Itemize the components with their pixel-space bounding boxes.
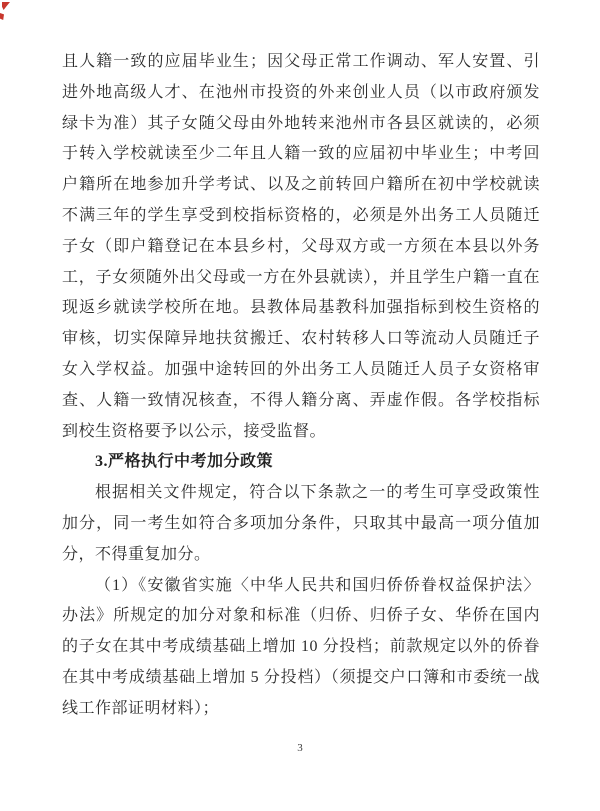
red-scan-artifact-icon [2,2,10,10]
text-line: 户籍所在地参加升学考试、以及之前转回户籍所在初中学校就读 [62,176,540,194]
text-line: 女入学权益。加强中途转回的外出务工人员随迁人员子女资格审 [62,360,540,378]
text-line: 审核，切实保障异地扶贫搬迁、农村转移人口等流动人员随迁子 [62,330,540,348]
text-line: 子女（即户籍登记在本县乡村，父母双方或一方须在本县以外务 [62,237,540,255]
text-line: 于转入学校就读至少二年且人籍一致的应届初中毕业生；中考回 [62,145,540,163]
red-scan-artifact-icon [0,13,4,20]
text-line: 在其中考成绩基础上增加 5 分投档）（须提交户口簿和市委统一战 [62,668,540,686]
text-line: 不满三年的学生享受到校指标资格的，必须是外出务工人员随迁 [62,206,540,224]
text-line: 分，不得重复加分。 [62,545,211,563]
text-line: 且人籍一致的应届毕业生；因父母正常工作调动、军人安置、引 [62,53,540,70]
text-line: 的子女在其中考成绩基础上增加 10 分投档；前款规定以外的侨眷 [62,638,540,656]
section-heading: 3.严格执行中考加分政策 [95,453,274,471]
text-line: 进外地高级人才、在池州市投资的外来创业人员（以市政府颁发 [62,83,540,101]
text-line: 现返乡就读学校所在地。县教体局基教科加强指标到校生资格的 [62,299,540,317]
text-line: （1）《安徽省实施〈中华人民共和国归侨侨眷权益保护法〉 [95,576,540,594]
text-line: 线工作部证明材料）； [62,699,220,717]
text-line: 根据相关文件规定，符合以下条款之一的考生可享受政策性 [95,484,540,502]
page-number: 3 [297,742,303,754]
text-line: 查、人籍一致情况核查，不得人籍分离、弄虚作假。各学校指标 [62,391,540,409]
text-line: 绿卡为准）其子女随父母由外地转来池州市各县区就读的，必须 [62,114,540,132]
text-line: 办法》所规定的加分对象和标准（归侨、归侨子女、华侨在国内 [62,607,540,625]
text-line: 到校生资格要予以公示，接受监督。 [62,422,327,440]
document-body [62,47,540,725]
text-line: 加分，同一考生如符合多项加分条件，只取其中最高一项分值加 [62,514,540,532]
text-line: 工，子女须随外出父母或一方在外县就读），并且学生户籍一直在 [62,268,540,286]
